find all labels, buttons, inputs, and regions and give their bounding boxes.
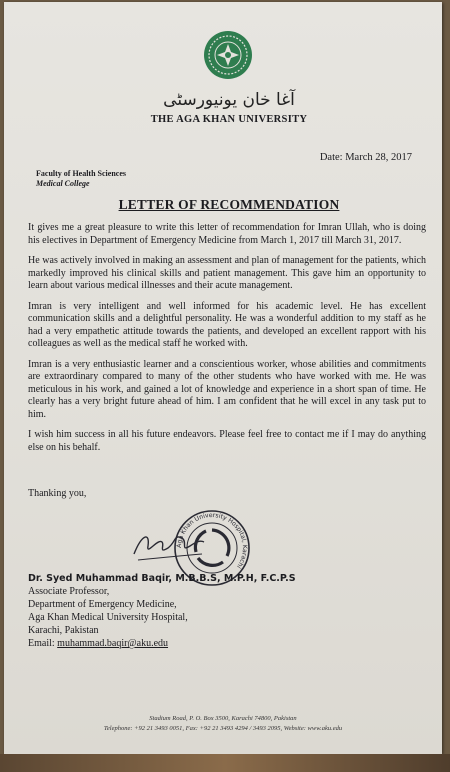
faculty-block [36, 169, 126, 189]
paragraph: It gives me a great pleasure to write this letter of recommendation for Imran Ullah, who is doing his electives in Department of Emergency Medicine from March 1, 2017 till March 31, 2017. [28, 222, 426, 246]
signatory-name: Dr. Syed Muhammad Baqir, M.B.B.S, M.P.H, F.C.P.S [28, 573, 296, 584]
letter-page [4, 2, 442, 754]
university-name: THE AGA KHAN UNIVERSITY [150, 114, 308, 125]
letter-body [28, 222, 426, 462]
table-surface [0, 754, 450, 772]
signatory-title: Associate Professor, [28, 586, 110, 597]
paragraph: Imran is very intelligent and well informed for his academic level. He has excellent communication skills and a delightful personality. He was a wonderful addition to my staff as he had a very empathetic attitude towards the patients, and developed an excellent rapport with his colleagues as well as the medical staff he worked with. [28, 300, 426, 349]
letter-heading: LETTER OF RECOMMENDATION [118, 197, 340, 212]
university-name-urdu: آغا خان یونیورسٹی [163, 90, 295, 110]
signatory-email-line [28, 637, 296, 650]
signatory-department: Department of Emergency Medicine, [28, 599, 177, 610]
aku-logo-icon [203, 30, 253, 80]
paragraph: Imran is a very enthusiastic learner and a conscientious worker, whose abilities and commitments are extraordinary compared to many of the other students who have worked with me. He was meticulous in his work, and gained a lot of knowledge and experience in a short span of time. He clearly has a very bright future ahead of him. I am confident that he will excel in any task put to him. [28, 358, 426, 420]
footer-contact: Telephone: +92 21 3493 0051, Fax: +92 21 3493 4294 / 3493 2095, Website: www.aku.edu [103, 725, 343, 732]
college-name: Medical College [36, 179, 90, 188]
faculty-name: Faculty of Health Sciences [36, 169, 126, 178]
signatory-block [28, 572, 296, 650]
paragraph: He was actively involved in making an assessment and plan of management for the patients, which markedly improved his clinical skills and patient management. This gave him an opportunity to learn about various medical illnesses and their acute management. [28, 255, 426, 291]
email-label: Email: [28, 638, 58, 649]
letter-footer [4, 714, 442, 734]
letter-date: Date: March 28, 2017 [319, 152, 412, 163]
paragraph: I wish him success in all his future endeavors. Please feel free to contact me if I may do anything else on his behalf. [28, 429, 426, 453]
stamp-text: Aga Khan University Hospital, Karachi [175, 511, 249, 570]
signatory-city: Karachi, Pakistan [28, 625, 99, 636]
footer-address: Stadium Road, P. O. Box 3500, Karachi 74800, Pakistan [149, 715, 297, 722]
email-link[interactable]: muhammad.baqir@aku.edu [57, 638, 169, 649]
signatory-hospital: Aga Khan Medical University Hospital, [28, 612, 188, 623]
closing: Thanking you, [28, 488, 87, 499]
